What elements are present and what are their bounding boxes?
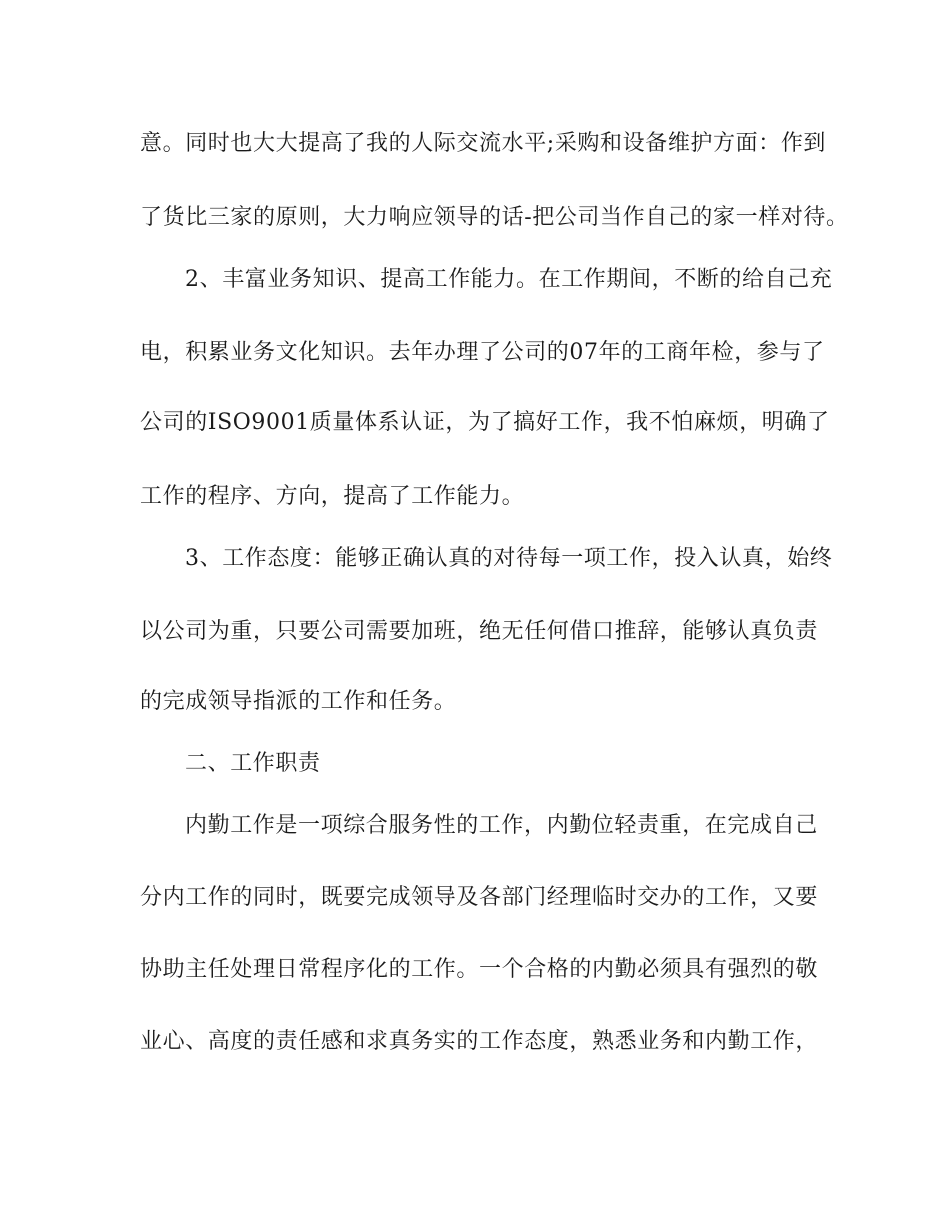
paragraph-line: 内勤工作是一项综合服务性的工作，内勤位轻责重，在完成自己	[185, 813, 818, 838]
paragraph-line: 意。同时也大大提高了我的人际交流水平;采购和设备维护方面：作到	[140, 131, 827, 156]
paragraph-line: 工作的程序、方向，提高了工作能力。	[140, 484, 525, 509]
paragraph-line: 协助主任处理日常程序化的工作。一个合格的内勤必须具有强烈的敬	[140, 957, 819, 982]
paragraph-line: 以公司为重，只要公司需要加班，绝无任何借口推辞，能够认真负责	[140, 619, 819, 644]
paragraph-line: 业心、高度的责任感和求真务实的工作态度，熟悉业务和内勤工作，	[140, 1029, 819, 1054]
paragraph-line: 3、工作态度：能够正确认真的对待每一项工作，投入认真，始终	[185, 546, 833, 571]
paragraph-line: 2、丰富业务知识、提高工作能力。在工作期间，不断的给自己充	[185, 267, 833, 292]
section-heading: 二、工作职责	[185, 751, 321, 776]
paragraph-line: 分内工作的同时，既要完成领导及各部门经理临时交办的工作，又要	[140, 885, 819, 910]
paragraph-line: 公司的ISO9001质量体系认证，为了搞好工作，我不怕麻烦，明确了	[140, 410, 830, 435]
paragraph-line: 电，积累业务文化知识。去年办理了公司的07年的工商年检，参与了	[140, 340, 825, 365]
paragraph-line: 的完成领导指派的工作和任务。	[140, 689, 457, 714]
paragraph-line: 了货比三家的原则，大力响应领导的话-把公司当作自己的家一样对待。	[140, 205, 849, 230]
